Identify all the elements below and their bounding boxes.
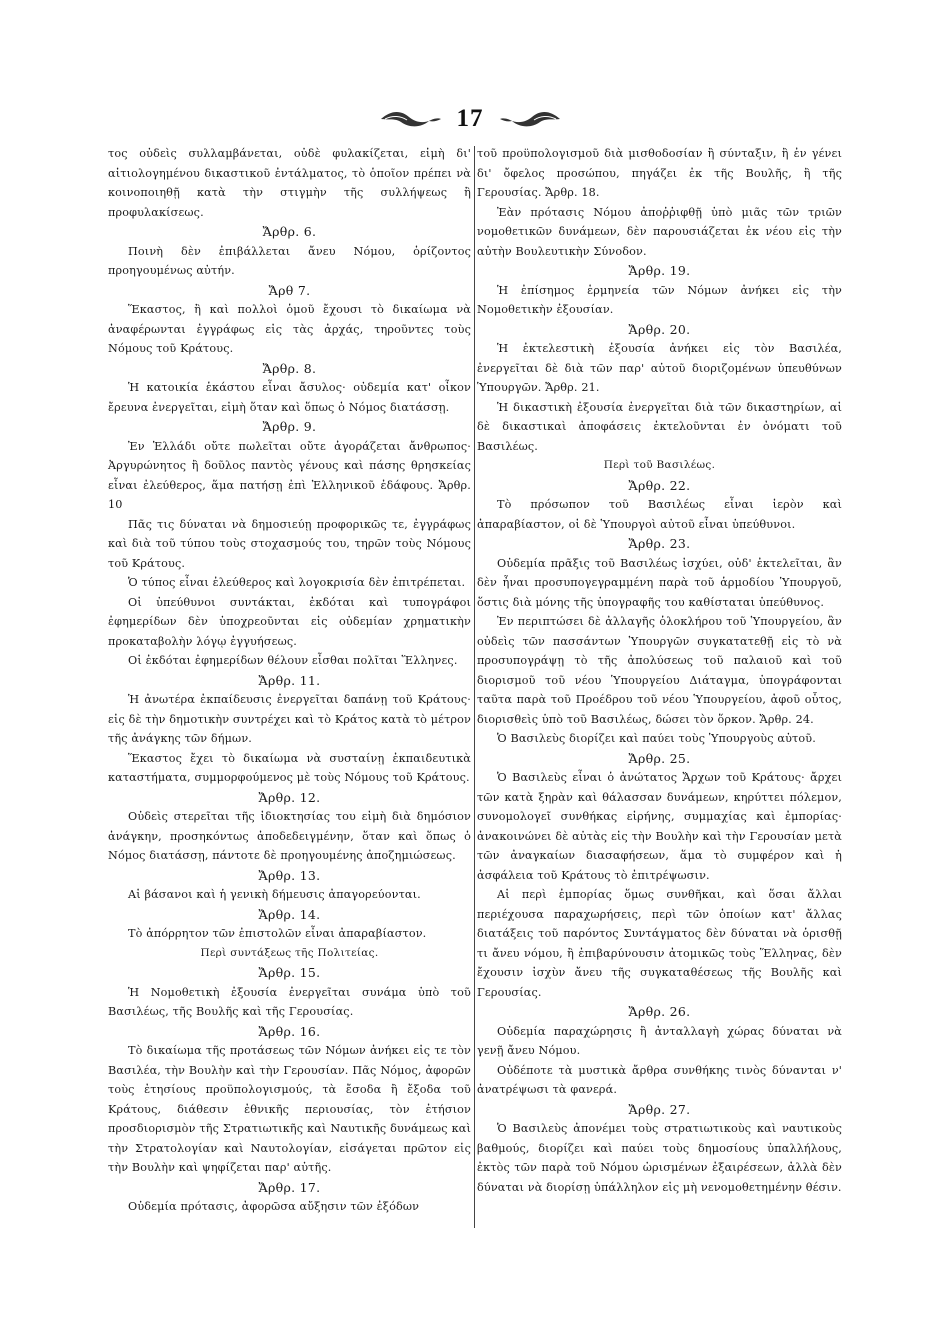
left-column: [108, 144, 471, 1217]
paragraph: Ἐὰν πρότασις Νόμου ἀποῤῥιφθῇ ὑπὸ μιᾶς τῶν τριῶν νομοθετικῶν δυνάμεων, δὲν παρουσιάζεται ἐκ νέου εἰς τὴν αὐτὴν Βουλευτικὴν Σύνοδον.: [477, 205, 842, 258]
article-heading: Ἄρθρ. 25.: [628, 750, 691, 766]
paragraph: Ἐν περιπτώσει δὲ ἀλλαγῆς ὁλοκλήρου τοῦ Ὑπουργείου, ἂν οὐδεὶς τῶν πασσάντων Ὑπουργῶν συγκατατεθῇ εἰς τὸ νὰ προσυπογράψῃ τὸ τῆς ἀπολύσεως τοῦ παλαιοῦ καὶ τοῦ διορισμοῦ τοῦ νέου Ὑπουργείου Διάταγμα, ὑπογράφονται ταῦτα παρὰ τοῦ Προέδρου τοῦ νέου Ὑπουργείου, ἀφοῦ οὗτος, διορισθεὶς ὑπὸ τοῦ Βασιλέως, δώσει τὸν ὅρκον. Ἄρθρ. 24.: [477, 615, 842, 726]
paragraph: Πᾶς τις δύναται νὰ δημοσιεύῃ προφορικῶς τε, ἐγγράφως καὶ διὰ τοῦ τύπου τοὺς στοχασμούς του, τηρῶν τοὺς Νόμους τοῦ Κράτους.: [108, 517, 471, 570]
paragraph: Ἐν Ἑλλάδι οὔτε πωλεῖται οὔτε ἀγοράζεται ἄνθρωπος· Ἀργυρώνητος ἢ δοῦλος παντὸς γένους καὶ πάσης θρησκείας εἶναι ἐλεύθερος, ἅμα πατήσῃ ἐπὶ Ἑλληνικοῦ ἐδάφους. Ἄρθρ. 10: [108, 439, 471, 511]
paragraph: Οἱ ἐκδόται ἐφημερίδων θέλουν εἶσθαι πολῖται Ἕλληνες.: [128, 654, 458, 667]
article-heading: Ἄρθρ. 8.: [262, 360, 317, 376]
paragraph: τοῦ προϋπολογισμοῦ διὰ μισθοδοσίαν ἢ σύνταξιν, ἢ ἐν γένει δι' ὄφελος προσώπου, πηγάζει ἐκ τῆς Βουλῆς, ἢ τῆς Γερουσίας. Ἄρθρ. 18.: [477, 147, 842, 199]
article-heading: Ἄρθρ. 19.: [628, 263, 691, 278]
paragraph: Οὐδέποτε τὰ μυστικὰ ἄρθρα συνθήκης τινὸς δύνανται ν' ἀνατρέψωσι τὰ φανερά.: [477, 1063, 842, 1096]
paragraph: Ἡ ἀνωτέρα ἐκπαίδευσις ἐνεργεῖται δαπάνῃ τοῦ Κράτους· εἰς δὲ τὴν δημοτικὴν συντρέχει καὶ τὸ Κράτος κατὰ τὸ μέτρον τῆς ἀνάγκης τῶν δήμων.: [108, 693, 471, 745]
paragraph: Τὸ δικαίωμα τῆς προτάσεως τῶν Νόμων ἀνήκει εἰς τε τὸν Βασιλέα, τὴν Βουλὴν καὶ τὴν Γερουσίαν. Πᾶς Νόμος, ἀφορῶν τοὺς ἐτησίους προϋπολογισμούς, τὰ ἔσοδα ἢ ἔξοδα τοῦ Κράτους, διάθεσιν ἐθνικῆς περιουσίας, τὸν ἐτήσιον προσδιορισμὸν τῆς Στρατιωτικῆς καὶ Ναυτικῆς δυνάμεως καὶ τὴν Στρατολογίαν καὶ Ναυτολογίαν, εἰσάγεται πρῶτον εἰς τὴν Βουλὴν καὶ ψηφίζεται παρ' αὐτῆς.: [108, 1044, 471, 1174]
paragraph: Οὐδεμία πρότασις, ἀφορῶσα αὔξησιν τῶν ἐξόδων: [128, 1200, 420, 1213]
paragraph: Οὐδεμία παραχώρησις ἢ ἀνταλλαγὴ χώρας δύναται νὰ γενῇ ἄνευ Νόμου.: [477, 1024, 842, 1057]
article-heading: Ἄρθρ. 20.: [628, 321, 691, 337]
right-column: [477, 144, 842, 1197]
paragraph: Ἡ κατοικία ἑκάστου εἶναι ἄσυλος· οὐδεμία κατ' οἶκον ἔρευνα ἐνεργεῖται, εἰμὴ ὅταν καὶ ὅπως ὁ Νόμος διατάσσῃ.: [108, 381, 471, 414]
paragraph: Ὁ Βασιλεὺς ἀπονέμει τοὺς στρατιωτικοὺς καὶ ναυτικοὺς βαθμούς, διορίζει καὶ παύει τοὺς δημοσίους ὑπαλλήλους, ἐκτὸς τῶν παρὰ τοῦ Νόμου ὡρισμένων ἐξαιρέσεων, ἀλλὰ δὲν δύναται νὰ διορίσῃ ὑπάλληλον εἰς μὴ νενομοθετημένην θέσιν.: [477, 1122, 842, 1194]
article-heading: Ἄρθρ. 26.: [628, 1004, 691, 1019]
article-heading: Ἄρθ 7.: [268, 282, 311, 298]
section-heading: Περὶ τοῦ Βασιλέως.: [603, 459, 716, 471]
page-header: [0, 104, 940, 134]
paragraph: Ποινὴ δὲν ἐπιβάλλεται ἄνευ Νόμου, ὁρίζοντος προηγουμένως αὐτήν.: [108, 244, 471, 277]
article-heading: Ἄρθρ. 17.: [258, 1179, 321, 1195]
paragraph: Ὁ Βασιλεὺς εἶναι ὁ ἀνώτατος Ἄρχων τοῦ Κράτους· ἄρχει τῶν κατὰ ξηρὰν καὶ θάλασσαν δυνάμεων, κηρύττει πόλεμον, συνομολογεῖ συνθήκας εἰρήνης, συμμαχίας καὶ ἐμπορίας· ἀνακοινώνει δὲ αὐτὰς εἰς τὴν Βουλὴν καὶ τὴν Γερουσίαν μετὰ τῶν ἀναγκαίων διασαφήσεων, ἅμα τὸ συμφέρον καὶ ἡ ἀσφάλεια τοῦ Κράτους τὸ ἐπιτρέψωσιν.: [477, 771, 842, 882]
article-heading: Ἄρθρ. 27.: [628, 1101, 691, 1117]
paragraph: Οἱ ὑπεύθυνοι συντάκται, ἐκδόται καὶ τυπογράφοι ἐφημερίδων δὲν ὑποχρεοῦνται εἰς οὐδεμίαν χρηματικὴν προκαταβολὴν λόγῳ ἐγγυήσεως.: [108, 595, 471, 648]
article-heading: Ἄρθρ. 23.: [628, 536, 691, 551]
paragraph: Ἡ ἐπίσημος ἑρμηνεία τῶν Νόμων ἀνήκει εἰς τὴν Νομοθετικὴν ἐξουσίαν.: [477, 283, 842, 316]
paragraph: Οὐδεμία πρᾶξις τοῦ Βασιλέως ἰσχύει, οὐδ' ἐκτελεῖται, ἂν δὲν ἦναι προσυπογεγραμμένη παρὰ τοῦ ἁρμοδίου Ὑπουργοῦ, ὅστις διὰ μόνης τῆς ὑπογραφῆς του καθίσταται ὑπεύθυνος.: [477, 556, 842, 609]
article-heading: Ἄρθρ. 22.: [628, 477, 691, 493]
article-heading: Ἄρθρ. 16.: [258, 1023, 321, 1039]
paragraph: Τὸ ἀπόρρητον τῶν ἐπιστολῶν εἶναι ἀπαραβίαστον.: [128, 927, 427, 940]
paragraph: Ὁ Βασιλεὺς διορίζει καὶ παύει τοὺς Ὑπουργοὺς αὐτοῦ.: [497, 732, 816, 745]
article-heading: Ἄρθρ. 9.: [262, 419, 317, 434]
section-heading: Περὶ συντάξεως τῆς Πολιτείας.: [200, 946, 379, 959]
article-heading: Ἄρθρ. 14.: [258, 906, 321, 922]
article-heading: Ἄρθρ. 11.: [258, 672, 321, 688]
right-ornament-icon: [498, 108, 562, 130]
paragraph: Ἕκαστος, ἢ καὶ πολλοὶ ὁμοῦ ἔχουσι τὸ δικαίωμα νὰ ἀναφέρωνται ἐγγράφως εἰς τὰς ἀρχάς, τηροῦντες τοὺς Νόμους τοῦ Κράτους.: [108, 303, 471, 355]
paragraph: Ὁ τύπος εἶναι ἐλεύθερος καὶ λογοκρισία δὲν ἐπιτρέπεται.: [128, 576, 466, 589]
paragraph: τος οὐδεὶς συλλαμβάνεται, οὐδὲ φυλακίζεται, εἰμὴ δι' αἰτιολογημένου δικαστικοῦ ἐντάλματος, τὸ ὁποῖον πρέπει νὰ κοινοποιηθῇ κατὰ τὴν στιγμὴν τῆς συλλήψεως ἢ προφυλακίσεως.: [108, 147, 471, 219]
article-heading: Ἄρθρ. 6.: [262, 224, 317, 239]
paragraph: Οὐδεὶς στερεῖται τῆς ἰδιοκτησίας του εἰμὴ διὰ δημόσιον ἀνάγκην, προσηκόντως ἀποδεδειγμένην, ὅταν καὶ ὅπως ὁ Νόμος διατάσσῃ, πάντοτε δὲ προηγουμένης ἀποζημιώσεως.: [108, 810, 471, 862]
paragraph: Τὸ πρόσωπον τοῦ Βασιλέως εἶναι ἱερὸν καὶ ἀπαραβίαστον, οἱ δὲ Ὑπουργοὶ αὐτοῦ εἶναι ὑπεύθυνοι.: [477, 498, 842, 531]
paragraph: Ἡ ἐκτελεστικὴ ἐξουσία ἀνήκει εἰς τὸν Βασιλέα, ἐνεργεῖται δὲ διὰ τῶν παρ' αὐτοῦ διοριζομένων ὑπευθύνων Ὑπουργῶν. Ἄρθρ. 21.: [477, 342, 842, 394]
paragraph: Αἱ βάσανοι καὶ ἡ γενικὴ δήμευσις ἀπαγορεύονται.: [128, 888, 421, 901]
paragraph: Ἡ δικαστικὴ ἐξουσία ἐνεργεῖται διὰ τῶν δικαστηρίων, αἱ δὲ δικαστικαὶ ἀποφάσεις ἐκτελοῦνται ἐν ὀνόματι τοῦ Βασιλέως.: [477, 400, 842, 453]
page-number: 17: [456, 105, 484, 132]
article-heading: Ἄρθρ. 13.: [258, 867, 321, 883]
paragraph: Ἡ Νομοθετικὴ ἐξουσία ἐνεργεῖται συνάμα ὑπὸ τοῦ Βασιλέως, τῆς Βουλῆς καὶ τῆς Γερουσίας.: [108, 985, 471, 1018]
column-divider: [474, 146, 475, 1228]
paragraph: Αἱ περὶ ἐμπορίας ὅμως συνθῆκαι, καὶ ὅσαι ἄλλαι περιέχουσα παραχωρήσεις, περὶ τῶν ὁποίων κατ' ἄλλας διατάξεις τοῦ παρόντος Συντάγματος δὲν δύναται νὰ ὁρισθῇ τι ἄνευ νόμου, ἢ ἐπιβαρύνουσιν ἀτομικῶς τοὺς Ἕλληνας, δὲν ἔχουσιν ἰσχὺν ἄνευ τῆς συγκαταθέσεως τῆς Βουλῆς καὶ Γερουσίας.: [477, 888, 842, 999]
paragraph: Ἕκαστος ἔχει τὸ δικαίωμα νὰ συσταίνῃ ἐκπαιδευτικὰ καταστήματα, συμμορφούμενος μὲ τοὺς Νόμους τοῦ Κράτους.: [108, 751, 471, 784]
article-heading: Ἄρθρ. 12.: [258, 789, 321, 805]
left-ornament-icon: [379, 108, 443, 130]
article-heading: Ἄρθρ. 15.: [258, 965, 321, 980]
